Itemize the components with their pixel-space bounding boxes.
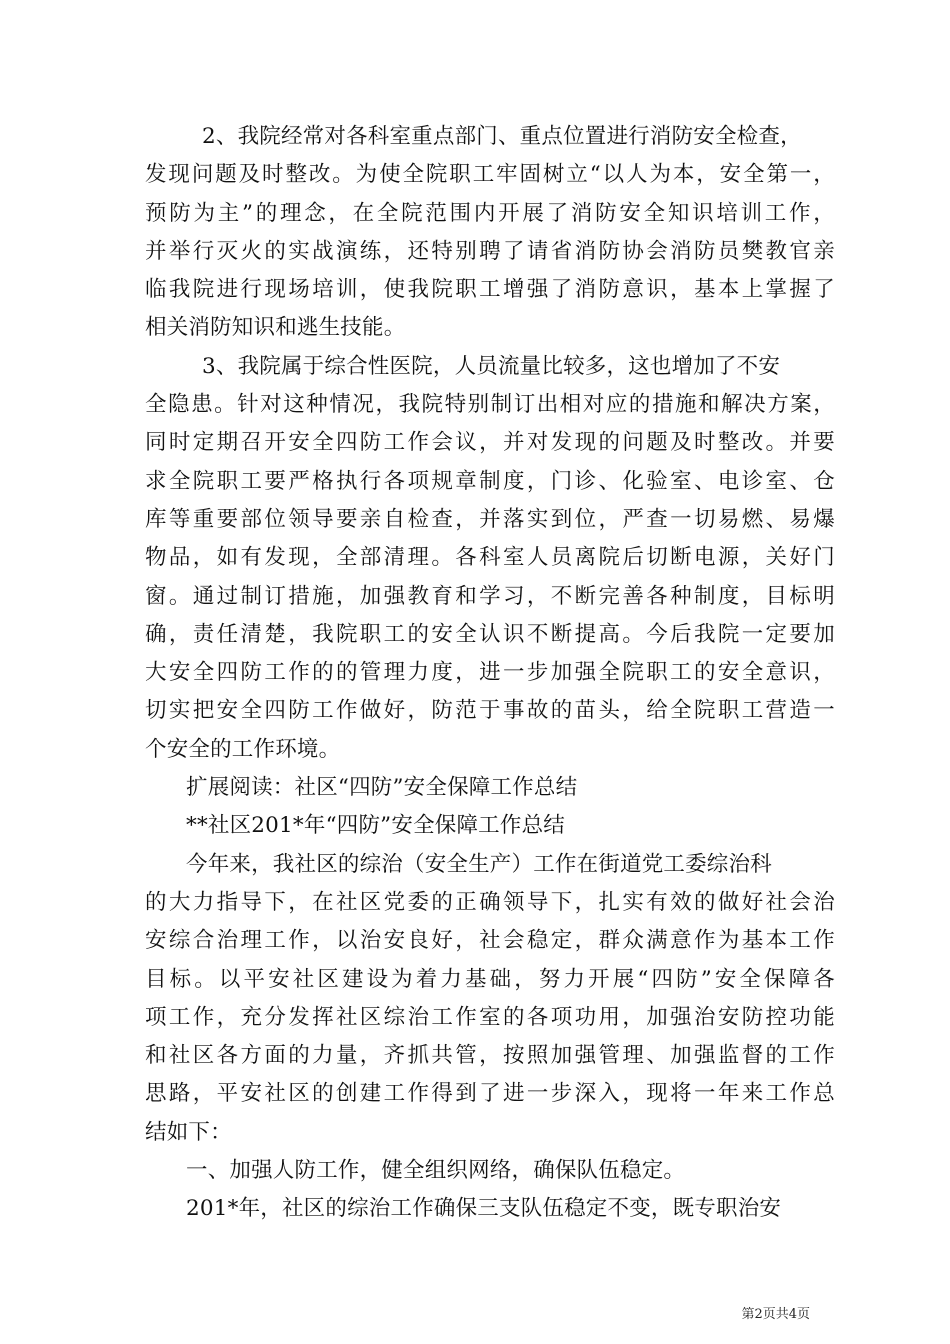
paragraph-line: 今年来，我社区的综治（安全生产）工作在街道党工委综治科: [186, 851, 772, 877]
paragraph-line: 201*年，社区的综治工作确保三支队伍稳定不变，既专职治安: [186, 1196, 782, 1222]
document-body: [145, 118, 835, 1229]
paragraph-line: 目标。以平安社区建设为着力基础，努力开展“四防”安全保障各: [145, 966, 835, 992]
paragraph-line: 结如下：: [145, 1119, 232, 1145]
paragraph-line: 和社区各方面的力量，齐抓共管，按照加强管理、加强监督的工作: [145, 1043, 835, 1069]
paragraph-line: 预防为主”的理念，在全院范围内开展了消防安全知识培训工作，: [145, 200, 835, 226]
article-title: **社区201*年“四防”安全保障工作总结: [186, 813, 565, 839]
paragraph-line: 3、我院属于综合性医院，人员流量比较多，这也增加了不安: [202, 353, 781, 379]
paragraph-line: 确，责任清楚，我院职工的安全认识不断提高。今后我院一定要加: [145, 621, 835, 647]
section-heading: 一、加强人防工作，健全组织网络，确保队伍稳定。: [186, 1158, 686, 1184]
paragraph-line: 安综合治理工作，以治安良好，社会稳定，群众满意作为基本工作: [145, 928, 835, 954]
paragraph-line: 相关消防知识和逃生技能。: [145, 315, 406, 341]
page-number: 第2页共4页: [741, 1307, 810, 1322]
extended-reading-heading: 扩展阅读：社区“四防”安全保障工作总结: [186, 775, 578, 801]
paragraph-line: 全隐患。针对这种情况，我院特别制订出相对应的措施和解决方案，: [145, 392, 835, 418]
paragraph-line: 求全院职工要严格执行各项规章制度，门诊、化验室、电诊室、仓: [145, 468, 835, 494]
paragraph-line: 思路，平安社区的创建工作得到了进一步深入，现将一年来工作总: [145, 1081, 835, 1107]
paragraph-line: 临我院进行现场培训，使我院职工增强了消防意识，基本上掌握了: [145, 277, 835, 303]
paragraph-line: 项工作，充分发挥社区综治工作室的各项功用，加强治安防控功能: [145, 1004, 835, 1030]
paragraph-line: 切实把安全四防工作做好，防范于事故的苗头，给全院职工营造一: [145, 698, 835, 724]
paragraph-line: 库等重要部位领导要亲自检查，并落实到位，严查一切易燃、易爆: [145, 506, 835, 532]
paragraph-line: 窗。通过制订措施，加强教育和学习，不断完善各种制度，目标明: [145, 583, 835, 609]
paragraph-line: 个安全的工作环境。: [145, 736, 341, 762]
paragraph-line: 并举行灭火的实战演练，还特别聘了请省消防协会消防员樊教官亲: [145, 238, 835, 264]
paragraph-line: 2、我院经常对各科室重点部门、重点位置进行消防安全检查，: [202, 124, 802, 149]
paragraph-line: 同时定期召开安全四防工作会议，并对发现的问题及时整改。并要: [145, 430, 835, 456]
paragraph-line: 的大力指导下，在社区党委的正确领导下，扎实有效的做好社会治: [145, 889, 835, 915]
paragraph-line: 大安全四防工作的的管理力度，进一步加强全院职工的安全意识，: [145, 660, 835, 686]
paragraph-line: 物品，如有发现，全部清理。各科室人员离院后切断电源，关好门: [145, 545, 835, 571]
paragraph-line: 发现问题及时整改。为使全院职工牢固树立“以人为本，安全第一，: [145, 162, 835, 188]
